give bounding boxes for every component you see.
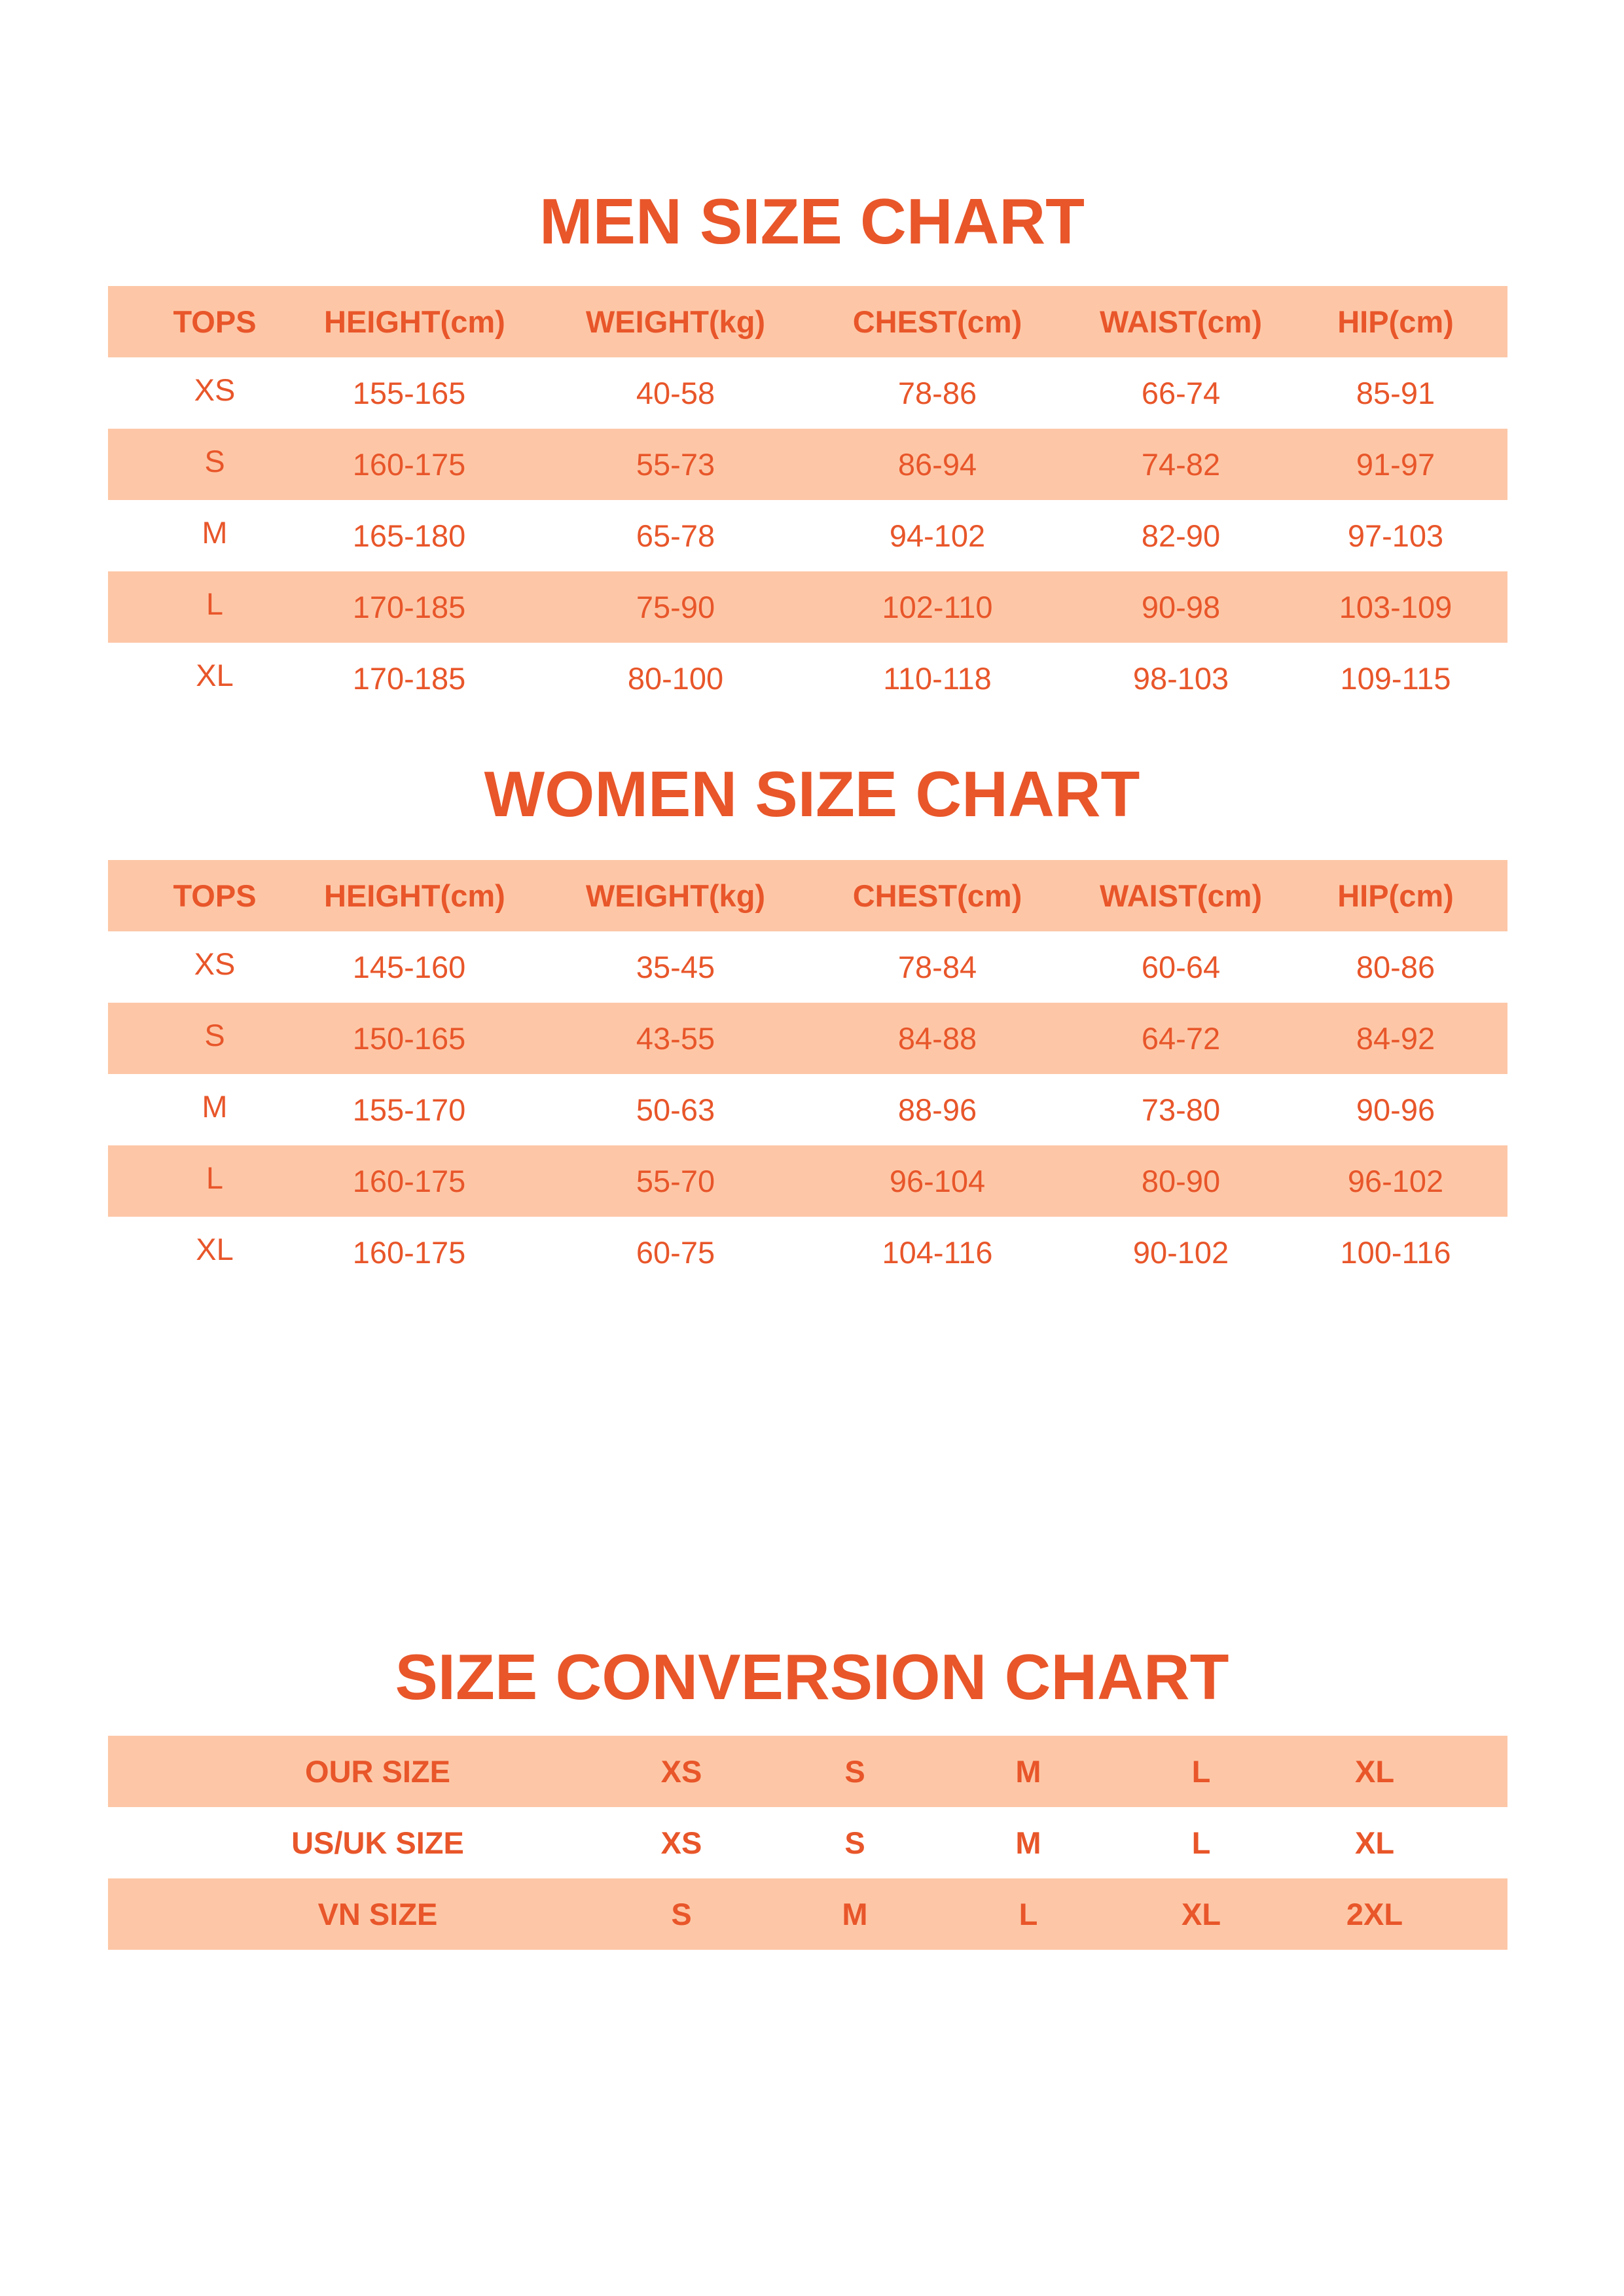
table-cell: 66-74 bbox=[1141, 376, 1221, 410]
men-size-table bbox=[108, 286, 1507, 714]
table-cell: S bbox=[671, 1897, 692, 1931]
table-cell: XL bbox=[196, 1232, 234, 1266]
table-cell: XL bbox=[1181, 1897, 1221, 1931]
table-cell: L bbox=[1019, 1897, 1038, 1931]
women-row-m bbox=[108, 1074, 1507, 1145]
table-cell: 65-78 bbox=[636, 518, 715, 553]
women-row-xs bbox=[108, 931, 1507, 1003]
table-cell: 73-80 bbox=[1141, 1092, 1221, 1127]
table-cell: XS bbox=[194, 946, 236, 981]
conversion-row-vn-size bbox=[108, 1878, 1507, 1950]
table-cell: 160-175 bbox=[352, 447, 466, 482]
table-cell: 78-86 bbox=[897, 376, 977, 410]
table-cell: 85-91 bbox=[1356, 376, 1435, 410]
men-header-chest: CHEST(cm) bbox=[852, 304, 1022, 339]
table-cell: 104-116 bbox=[882, 1235, 993, 1270]
men-row-m bbox=[108, 500, 1507, 571]
conversion-row-our-size bbox=[108, 1736, 1507, 1807]
women-header-hip: HIP(cm) bbox=[1337, 878, 1454, 913]
table-cell: XS bbox=[660, 1754, 702, 1789]
table-cell: 55-73 bbox=[636, 447, 715, 482]
table-cell: 40-58 bbox=[636, 376, 715, 410]
women-row-s bbox=[108, 1003, 1507, 1074]
table-cell: 50-63 bbox=[636, 1092, 715, 1127]
table-cell: S bbox=[844, 1754, 865, 1789]
table-cell: 84-88 bbox=[897, 1021, 977, 1056]
table-cell: 86-94 bbox=[897, 447, 977, 482]
table-cell: 145-160 bbox=[352, 950, 466, 984]
row-label: OUR SIZE bbox=[305, 1754, 450, 1789]
women-header-row bbox=[108, 860, 1507, 931]
table-cell: 84-92 bbox=[1356, 1021, 1435, 1056]
table-cell: 74-82 bbox=[1141, 447, 1221, 482]
women-header-weight: WEIGHT(kg) bbox=[585, 878, 766, 913]
row-label: VN SIZE bbox=[317, 1897, 438, 1931]
table-cell: 91-97 bbox=[1356, 447, 1435, 482]
table-cell: S bbox=[204, 444, 225, 478]
table-cell: M bbox=[202, 515, 228, 550]
men-header-row bbox=[108, 286, 1507, 357]
table-cell: 80-86 bbox=[1356, 950, 1435, 984]
table-cell: XL bbox=[1354, 1754, 1395, 1789]
table-cell: 150-165 bbox=[352, 1021, 466, 1056]
table-cell: 103-109 bbox=[1339, 590, 1453, 624]
table-cell: 55-70 bbox=[636, 1164, 715, 1198]
table-cell: 102-110 bbox=[882, 590, 993, 624]
table-cell: 2XL bbox=[1346, 1897, 1403, 1931]
table-cell: 110-118 bbox=[883, 661, 992, 696]
size-conversion-table bbox=[108, 1736, 1507, 1950]
table-cell: 98-103 bbox=[1132, 661, 1229, 696]
table-cell: XL bbox=[196, 658, 234, 692]
men-header-tops: TOPS bbox=[173, 304, 257, 339]
table-cell: XL bbox=[1354, 1825, 1395, 1860]
women-header-waist: WAIST(cm) bbox=[1099, 878, 1263, 913]
women-size-table bbox=[108, 860, 1507, 1288]
men-row-xs bbox=[108, 357, 1507, 429]
women-header-tops: TOPS bbox=[173, 878, 257, 913]
table-cell: 60-75 bbox=[636, 1235, 715, 1270]
men-size-chart-title: MEN SIZE CHART bbox=[539, 185, 1085, 257]
men-header-hip: HIP(cm) bbox=[1337, 304, 1454, 339]
table-cell: S bbox=[204, 1018, 225, 1052]
men-row-xl bbox=[108, 643, 1507, 714]
table-cell: 64-72 bbox=[1141, 1021, 1221, 1056]
table-cell: 88-96 bbox=[897, 1092, 977, 1127]
table-cell: 170-185 bbox=[352, 590, 466, 624]
table-cell: 90-98 bbox=[1141, 590, 1221, 624]
table-cell: S bbox=[844, 1825, 865, 1860]
table-cell: 170-185 bbox=[352, 661, 466, 696]
table-cell: 160-175 bbox=[352, 1235, 466, 1270]
table-cell: 80-100 bbox=[627, 661, 724, 696]
table-cell: 43-55 bbox=[636, 1021, 715, 1056]
men-header-height: HEIGHT(cm) bbox=[324, 304, 505, 339]
table-cell: 90-102 bbox=[1132, 1235, 1229, 1270]
table-cell: 90-96 bbox=[1356, 1092, 1435, 1127]
table-cell: L bbox=[1191, 1825, 1211, 1860]
women-row-l bbox=[108, 1145, 1507, 1217]
table-cell: 96-104 bbox=[889, 1164, 986, 1198]
table-cell: XS bbox=[194, 372, 236, 407]
table-cell: 82-90 bbox=[1141, 518, 1221, 553]
table-cell: 100-116 bbox=[1340, 1235, 1451, 1270]
table-cell: L bbox=[206, 586, 224, 621]
table-cell: XS bbox=[660, 1825, 702, 1860]
table-cell: 165-180 bbox=[352, 518, 466, 553]
women-header-chest: CHEST(cm) bbox=[852, 878, 1022, 913]
table-cell: 60-64 bbox=[1141, 950, 1221, 984]
women-size-chart-title: WOMEN SIZE CHART bbox=[484, 758, 1140, 830]
table-cell: M bbox=[1015, 1754, 1041, 1789]
table-cell: 78-84 bbox=[897, 950, 977, 984]
table-cell: 75-90 bbox=[636, 590, 715, 624]
table-cell: L bbox=[1191, 1754, 1211, 1789]
men-row-s bbox=[108, 429, 1507, 500]
women-header-height: HEIGHT(cm) bbox=[324, 878, 505, 913]
table-cell: 96-102 bbox=[1347, 1164, 1444, 1198]
size-conversion-chart-title: SIZE CONVERSION CHART bbox=[395, 1641, 1229, 1713]
table-cell: 109-115 bbox=[1340, 661, 1451, 696]
table-cell: 80-90 bbox=[1141, 1164, 1221, 1198]
conversion-row-us-uk-size bbox=[108, 1807, 1507, 1878]
table-cell: 155-170 bbox=[352, 1092, 466, 1127]
men-header-weight: WEIGHT(kg) bbox=[585, 304, 766, 339]
table-cell: M bbox=[202, 1089, 228, 1124]
table-cell: M bbox=[842, 1897, 868, 1931]
table-cell: 160-175 bbox=[352, 1164, 466, 1198]
table-cell: 97-103 bbox=[1347, 518, 1444, 553]
row-label: US/UK SIZE bbox=[291, 1825, 464, 1860]
table-cell: L bbox=[206, 1160, 224, 1195]
table-cell: M bbox=[1015, 1825, 1041, 1860]
table-cell: 35-45 bbox=[636, 950, 715, 984]
table-cell: 94-102 bbox=[889, 518, 986, 553]
men-row-l bbox=[108, 571, 1507, 643]
table-cell: 155-165 bbox=[352, 376, 466, 410]
women-row-xl bbox=[108, 1217, 1507, 1288]
men-header-waist: WAIST(cm) bbox=[1099, 304, 1263, 339]
